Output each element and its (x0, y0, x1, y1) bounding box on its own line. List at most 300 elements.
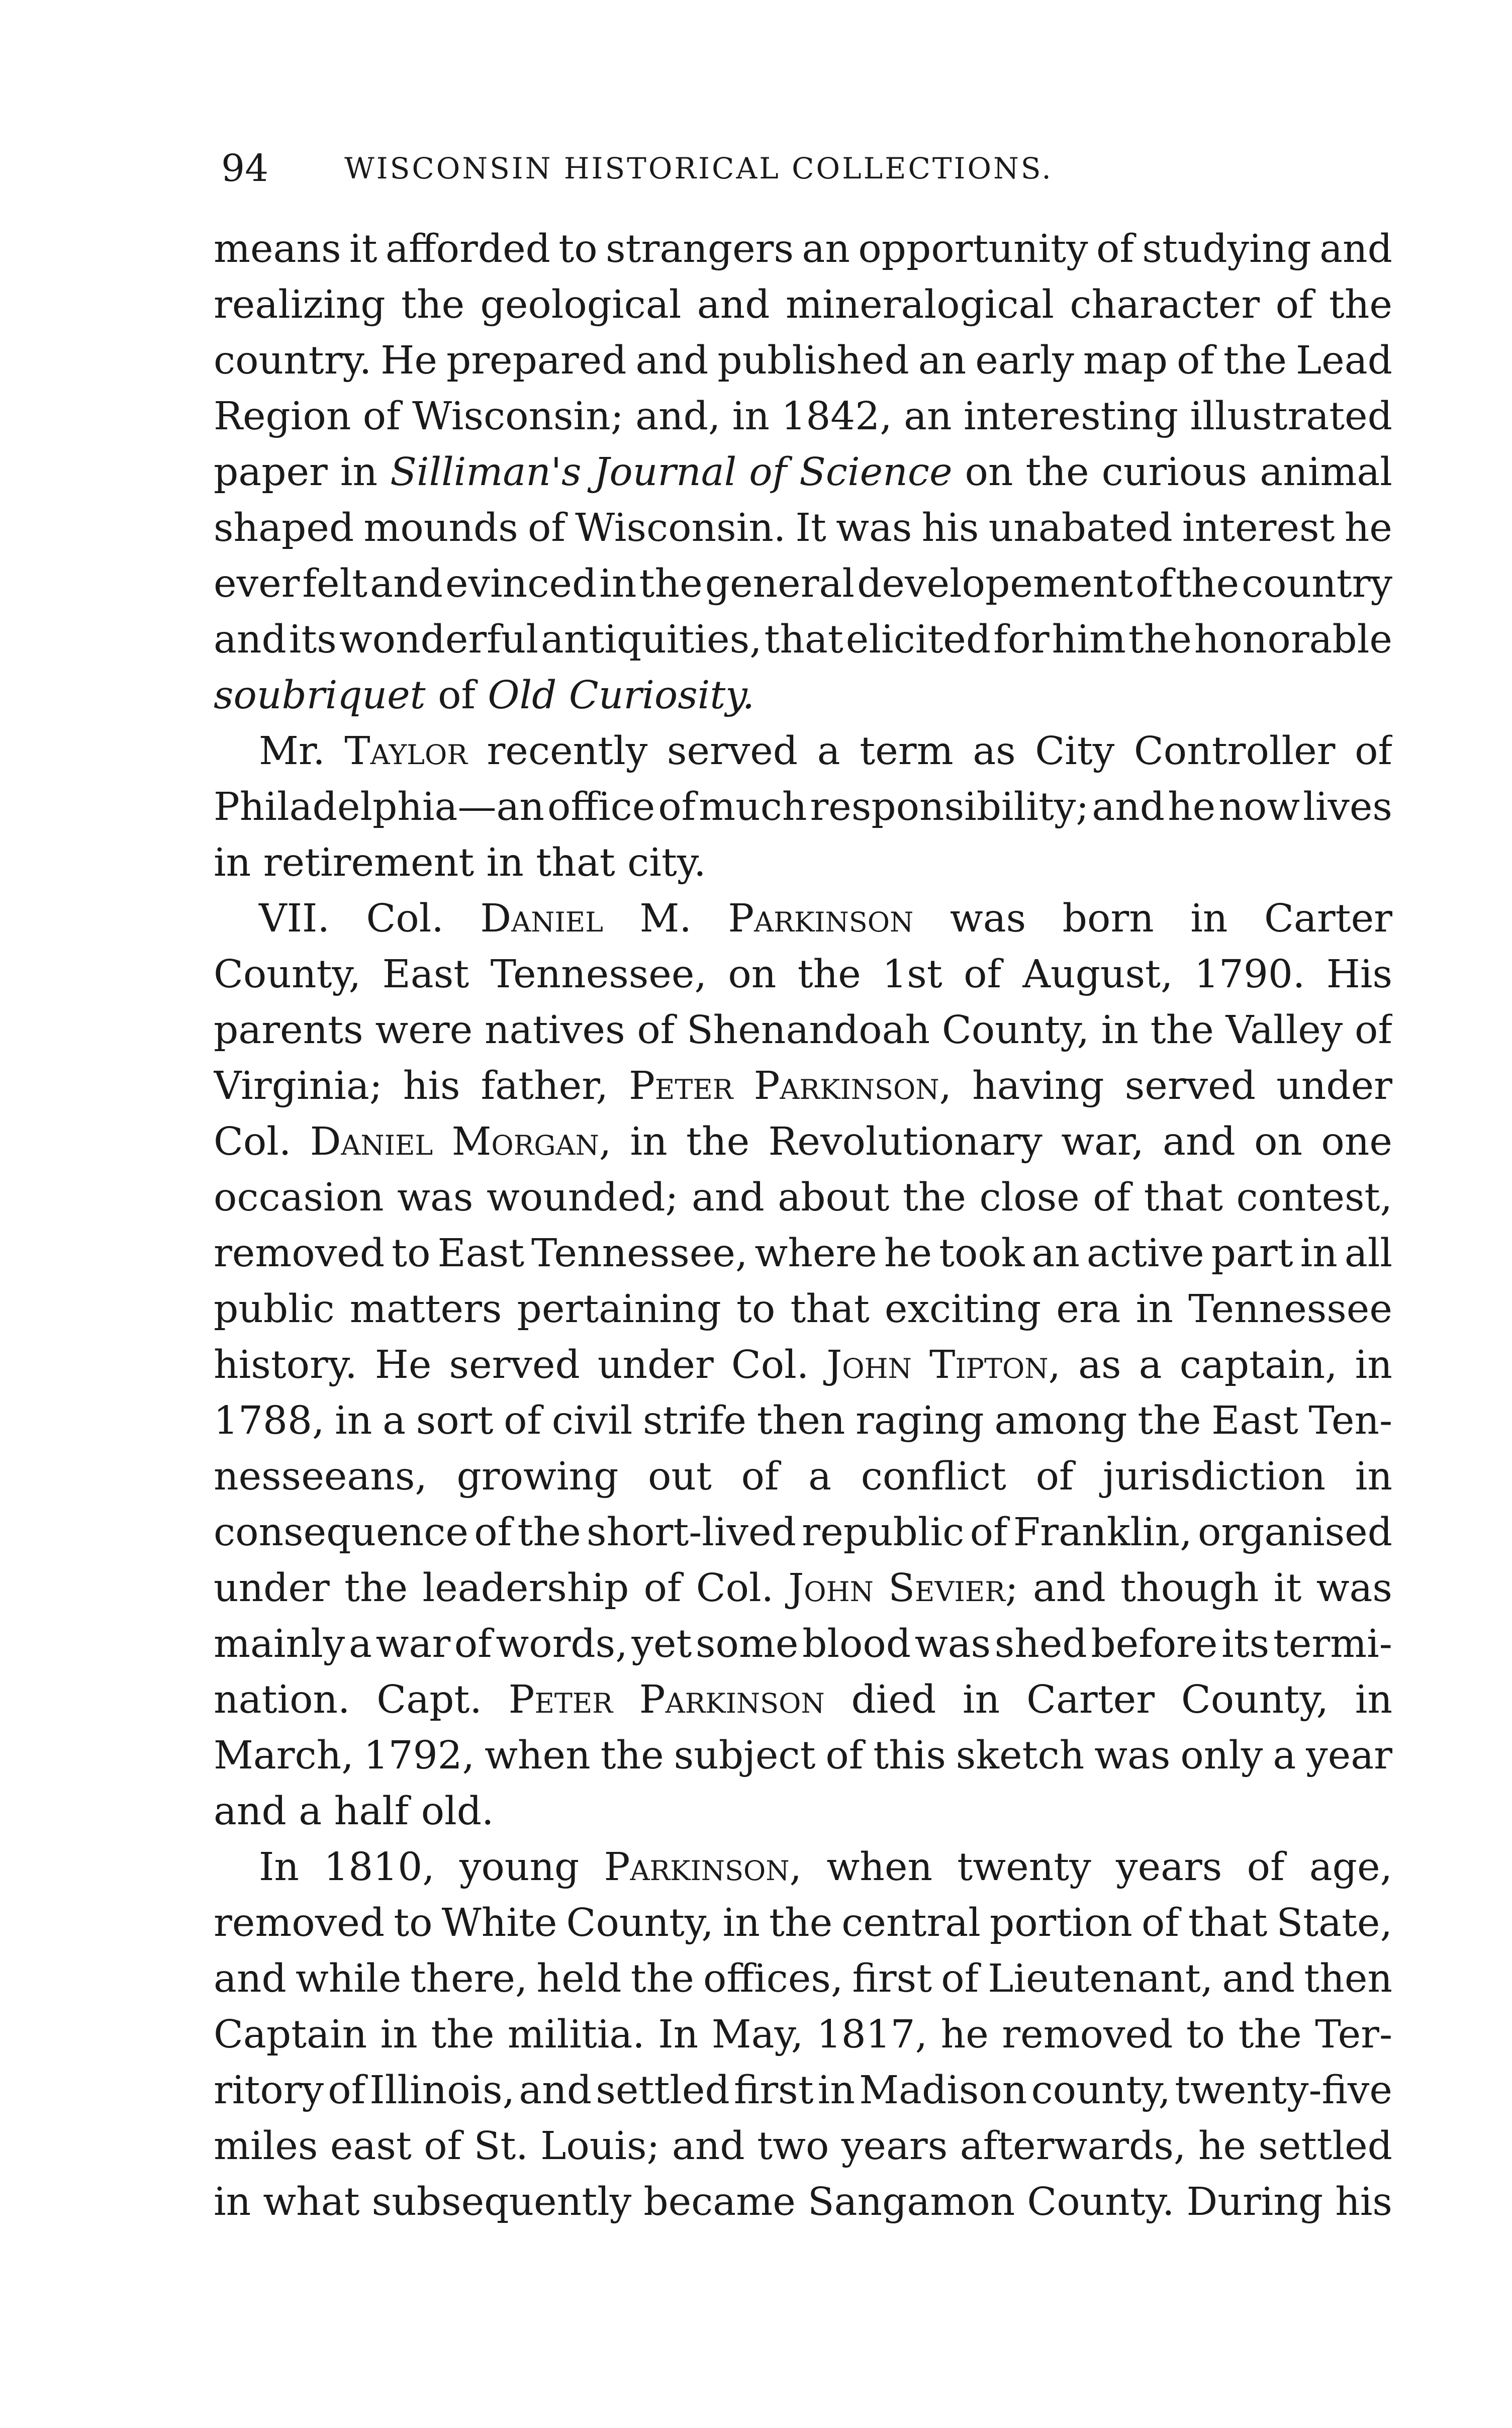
word: the (1238, 2012, 1302, 2057)
word: on (965, 450, 1013, 495)
word: sort (416, 1398, 494, 1443)
word: history. (214, 1343, 357, 1387)
word: he (940, 2012, 989, 2057)
word: the (401, 283, 465, 327)
word: sketch (956, 1733, 1085, 1778)
word: His (1326, 952, 1392, 997)
word: blood (802, 1622, 911, 1666)
word: served (1124, 1064, 1256, 1108)
word: were (375, 1008, 473, 1053)
word: now (1218, 785, 1300, 829)
text-line (214, 221, 1392, 277)
text-line (214, 1560, 1392, 1616)
word: close (979, 1175, 1080, 1220)
word (604, 1839, 802, 1895)
word: county, (1031, 2068, 1171, 2113)
small-caps-word: Daniel (310, 1119, 433, 1164)
word: and (214, 1956, 287, 2001)
word: where (754, 1231, 877, 1276)
word: the (1223, 338, 1287, 383)
word: County, (1181, 1677, 1329, 1722)
word: Ter- (1315, 2012, 1392, 2057)
word: the (1150, 1008, 1214, 1053)
word: years (1116, 1845, 1222, 1890)
word: raging (856, 1398, 984, 1443)
word: first (733, 2068, 814, 2113)
text-line (214, 1728, 1392, 1784)
word: an (904, 394, 952, 439)
word: to (558, 227, 598, 271)
word: interesting (964, 394, 1179, 439)
word: to (1186, 2012, 1225, 2057)
word: miles (214, 2124, 318, 2169)
text-line (214, 1505, 1392, 1560)
word: portion (989, 1901, 1132, 1945)
word: much (699, 785, 807, 829)
word: among (994, 1398, 1127, 1443)
word: elicited (845, 617, 991, 662)
word: organised (1197, 1510, 1392, 1555)
word: of (1177, 338, 1214, 383)
word: and (697, 283, 770, 327)
word: two (757, 2124, 829, 2169)
word: a (1273, 1733, 1296, 1778)
word: Captain (214, 2012, 367, 2057)
word: and (1222, 1956, 1295, 2001)
text-line (214, 1002, 1392, 1058)
word: published (717, 338, 909, 383)
word: jurisdiction (1103, 1454, 1326, 1499)
small-caps-word: John (788, 1566, 874, 1611)
word: May, (711, 2012, 804, 2057)
word: as (1078, 1343, 1121, 1387)
word: consequence (214, 1510, 468, 1555)
small-caps-word: Peter (508, 1677, 613, 1722)
word: 1817, (816, 2012, 928, 2057)
word: he (1198, 2124, 1246, 2169)
text-line (214, 1784, 1392, 1839)
small-caps-word: Parkinson (604, 1845, 790, 1890)
word: for (993, 617, 1050, 662)
word: of (454, 1622, 492, 1666)
word: the (517, 1510, 581, 1555)
word: , (599, 1119, 612, 1164)
word: Virginia; (214, 1064, 383, 1108)
word: 1792, (363, 1733, 475, 1778)
word: map (1083, 338, 1168, 383)
word: parents (214, 1008, 363, 1053)
word: short-lived (587, 1510, 796, 1555)
word: and (214, 617, 287, 662)
word: Carter (1026, 1677, 1155, 1722)
word: and (672, 2124, 745, 2169)
word: out (648, 1454, 712, 1499)
word: captain, (1179, 1343, 1338, 1387)
word: the (1025, 450, 1089, 495)
word: he (884, 1231, 932, 1276)
word: prepared (446, 338, 627, 383)
word: age, (1309, 1845, 1392, 1890)
word: Mr. (259, 729, 325, 774)
word: mounds (363, 506, 518, 550)
word: ; (1005, 1566, 1018, 1611)
word: Franklin, (1013, 1510, 1192, 1555)
word: an (1031, 1231, 1080, 1276)
word: of (1275, 283, 1313, 327)
word: he (1168, 785, 1216, 829)
word: he (1344, 506, 1392, 550)
word: years (841, 2124, 948, 2169)
word: in (817, 2068, 856, 2113)
word: of (1136, 562, 1173, 606)
page-header (221, 141, 1176, 196)
word: office (547, 785, 655, 829)
word: of (741, 1454, 779, 1499)
word: Louis; (540, 2124, 660, 2169)
word (452, 1114, 612, 1170)
word: mainly (214, 1622, 345, 1666)
word: in (599, 562, 637, 606)
word: Tennessee, (531, 1231, 748, 1276)
word: contest, (1236, 1175, 1392, 1220)
word: August, (1022, 952, 1173, 997)
word: illustrated (1190, 394, 1392, 439)
word: Valley (1225, 1008, 1343, 1053)
word: the (344, 1566, 408, 1611)
word: of (527, 506, 565, 550)
word: shaped (214, 506, 354, 550)
word: him (1052, 617, 1126, 662)
word: termi- (1273, 1622, 1392, 1666)
text-line (214, 1337, 1392, 1393)
word: was (1094, 1733, 1171, 1778)
word: wounded; (486, 1175, 679, 1220)
word: year (1306, 1733, 1392, 1778)
word: 1790. (1194, 952, 1305, 997)
word: Lead (1296, 338, 1392, 383)
word: Illinois, (369, 2068, 515, 2113)
word: to (736, 1287, 776, 1332)
word: on (1254, 1119, 1303, 1164)
word: a (348, 1622, 372, 1666)
word: of (1247, 1845, 1285, 1890)
word: though (1120, 1566, 1259, 1611)
text-line (214, 1393, 1392, 1449)
italic-word: Old Curiosity. (488, 673, 755, 718)
word: of (637, 1008, 675, 1053)
word: In (658, 2012, 699, 2057)
word: only (1180, 1733, 1263, 1778)
word: County, (214, 952, 361, 997)
italic-word: Journal (594, 450, 737, 495)
word: in (963, 1677, 1000, 1722)
word: on (728, 952, 777, 997)
word: offices, (703, 1956, 843, 2001)
word: republic (802, 1510, 965, 1555)
text-line (214, 1281, 1392, 1337)
word: in (1355, 1454, 1392, 1499)
word: and (1163, 1119, 1236, 1164)
word: was (397, 1175, 474, 1220)
word: 1st (882, 952, 942, 997)
word: honorable (1194, 617, 1392, 662)
word: , (1048, 1343, 1061, 1387)
word: country (1242, 562, 1392, 606)
word: exciting (884, 1287, 1042, 1332)
word: of (362, 394, 401, 439)
word: East (437, 1231, 525, 1276)
word: civil (551, 1398, 633, 1443)
word: realizing (214, 283, 386, 327)
word: nation. (214, 1677, 350, 1722)
word: in (335, 1398, 372, 1443)
word: animal (1260, 450, 1392, 495)
word: subsequently (371, 2180, 632, 2224)
word: his (1335, 2180, 1392, 2224)
word: , (939, 1064, 952, 1108)
word: first (852, 1956, 932, 2001)
word: of (328, 2068, 366, 2113)
word: 1842, (781, 394, 892, 439)
word: in (1190, 896, 1228, 941)
word: under (1276, 1064, 1392, 1108)
text-line (214, 891, 1392, 947)
word: to (394, 1901, 433, 1945)
word: of (425, 673, 488, 718)
word: part (1211, 1231, 1293, 1276)
word: natives (484, 1008, 625, 1053)
word: growing (456, 1454, 619, 1499)
word: central (841, 1901, 981, 1945)
word: of (424, 2124, 462, 2169)
word: era (1056, 1287, 1121, 1332)
word: in (1355, 1343, 1392, 1387)
word: Region (214, 394, 351, 439)
word: Sangamon (807, 2180, 1015, 2224)
word: of (1093, 1175, 1131, 1220)
word: a (817, 729, 840, 774)
word: his (403, 1064, 460, 1108)
word: Tennessee, (490, 952, 707, 997)
word: East (1211, 1398, 1298, 1443)
text-line (214, 1170, 1392, 1226)
word: of (1035, 1454, 1074, 1499)
word: then (757, 1398, 845, 1443)
text-line (214, 1951, 1392, 2007)
word: general (705, 562, 855, 606)
word: that (1144, 1175, 1223, 1220)
word: afforded (386, 227, 550, 271)
word: its (289, 617, 337, 662)
word: having (972, 1064, 1104, 1108)
word: in (340, 450, 378, 495)
text-line (214, 1114, 1392, 1170)
word: war, (1061, 1119, 1144, 1164)
word: East (382, 952, 469, 997)
small-caps-word: M. (639, 896, 692, 941)
word: Controller (1133, 729, 1336, 774)
word: of (825, 1733, 864, 1778)
text-line (214, 2118, 1392, 2174)
word: when (485, 1733, 591, 1778)
word: Carter (1264, 896, 1392, 941)
word: in (630, 1119, 668, 1164)
word: subject (674, 1733, 816, 1778)
word: County, (941, 1008, 1089, 1053)
word: and (370, 562, 443, 606)
word: He (374, 1343, 432, 1387)
small-caps-word: Parkinson (728, 896, 914, 941)
body-text (214, 221, 1392, 2230)
word: developement (857, 562, 1133, 606)
word: an (918, 338, 967, 383)
italic-word: Science (799, 450, 953, 495)
text-line (214, 1449, 1392, 1505)
word: of (1141, 1901, 1179, 1945)
word: the (686, 1119, 750, 1164)
word (929, 1337, 1061, 1393)
word: and (692, 1175, 765, 1220)
word: strife (642, 1398, 746, 1443)
word: early (975, 338, 1074, 383)
word: in (380, 2012, 418, 2057)
word: Tennessee (1188, 1287, 1392, 1332)
word: and (1092, 785, 1165, 829)
word: and a half old. (214, 1789, 494, 1834)
word: about (778, 1175, 890, 1220)
word: died (851, 1677, 936, 1722)
text-line (214, 947, 1392, 1002)
word: became (643, 2180, 796, 2224)
word: born (1062, 896, 1154, 941)
word: that (790, 1287, 870, 1332)
word: the (1138, 1398, 1201, 1443)
word: of (964, 952, 1001, 997)
word: to (392, 1231, 431, 1276)
word: of (474, 1510, 512, 1555)
word: strangers (606, 227, 794, 271)
word: evinced (445, 562, 597, 606)
word: all (1344, 1231, 1392, 1276)
text-line (214, 2174, 1392, 2230)
word: what (263, 2180, 360, 2224)
word: and, (635, 394, 721, 439)
word: shed (994, 1622, 1087, 1666)
word: During (1186, 2180, 1324, 2224)
italic-word: of (749, 450, 787, 495)
word: means (214, 227, 341, 271)
word: of (1355, 1008, 1392, 1053)
word: antiquities, (540, 617, 762, 662)
word: ever (214, 562, 300, 606)
text-line (214, 1839, 1392, 1895)
word: mineralogical (785, 283, 1055, 327)
text-line (214, 1058, 1392, 1114)
small-caps-word: John (826, 1343, 912, 1387)
word: County. (1027, 2180, 1175, 2224)
word: public (214, 1287, 335, 1332)
word: afterwards, (960, 2124, 1186, 2169)
word: his (921, 506, 979, 550)
word (888, 1560, 1018, 1616)
small-caps-word: Parkinson (753, 1064, 939, 1108)
word: militia. (507, 2012, 645, 2057)
italic-word: Silliman's (390, 450, 582, 495)
word: Shenandoah (686, 1008, 930, 1053)
small-caps-word: Peter (629, 1064, 733, 1108)
small-caps-word: Taylor (344, 729, 467, 774)
text-line (214, 2063, 1392, 2118)
word: it (349, 227, 377, 271)
word: the (1128, 617, 1192, 662)
word: was (914, 1622, 991, 1666)
running-head: WISCONSIN HISTORICAL COLLECTIONS. (344, 151, 1053, 185)
word: City (1035, 729, 1115, 774)
word: Revolutionary (768, 1119, 1043, 1164)
word: of (1355, 729, 1392, 774)
word: country. (214, 338, 372, 383)
word: that (1188, 1901, 1268, 1945)
word: of (970, 1510, 1008, 1555)
word: 1788, (214, 1398, 325, 1443)
word: and (1319, 227, 1392, 271)
word: and (519, 2068, 592, 2113)
word: while (295, 1956, 402, 2001)
word: conflict (861, 1454, 1006, 1499)
word: Col. (696, 1566, 774, 1611)
word: under (214, 1566, 330, 1611)
word: some (696, 1622, 799, 1666)
word: the (1329, 283, 1392, 327)
text-line (214, 668, 1392, 723)
word (754, 1058, 952, 1114)
word: interest (1182, 506, 1335, 550)
word: responsibility; (810, 785, 1089, 829)
word: It (795, 506, 826, 550)
word: Col. (731, 1343, 809, 1387)
text-line (214, 556, 1392, 612)
word: yet (631, 1622, 692, 1666)
word: in (1101, 1008, 1139, 1053)
word: the (431, 2012, 495, 2057)
word: paper (214, 450, 328, 495)
text-line (214, 2007, 1392, 2063)
word: twenty (957, 1845, 1091, 1890)
word: term (860, 729, 954, 774)
word: removed (214, 1901, 385, 1945)
word: Wisconsin; (412, 394, 624, 439)
word: and (635, 338, 709, 383)
word: pertaining (517, 1287, 721, 1332)
word: curious (1101, 450, 1248, 495)
word: in (214, 2180, 251, 2224)
word: Col. (214, 1119, 292, 1164)
word: father, (481, 1064, 608, 1108)
text-line (214, 1672, 1392, 1728)
word: when (826, 1845, 932, 1890)
word: geological (480, 283, 682, 327)
word: war (375, 1622, 451, 1666)
word: of (643, 1566, 682, 1611)
word: wonderful (339, 617, 538, 662)
italic-word: soubriquet (214, 673, 426, 718)
word: in (1136, 1287, 1173, 1332)
word: matters (349, 1287, 502, 1332)
word: Madison (859, 2068, 1027, 2113)
word: VII. (259, 896, 330, 941)
word: In (259, 1845, 300, 1890)
word: studying (1142, 227, 1311, 271)
